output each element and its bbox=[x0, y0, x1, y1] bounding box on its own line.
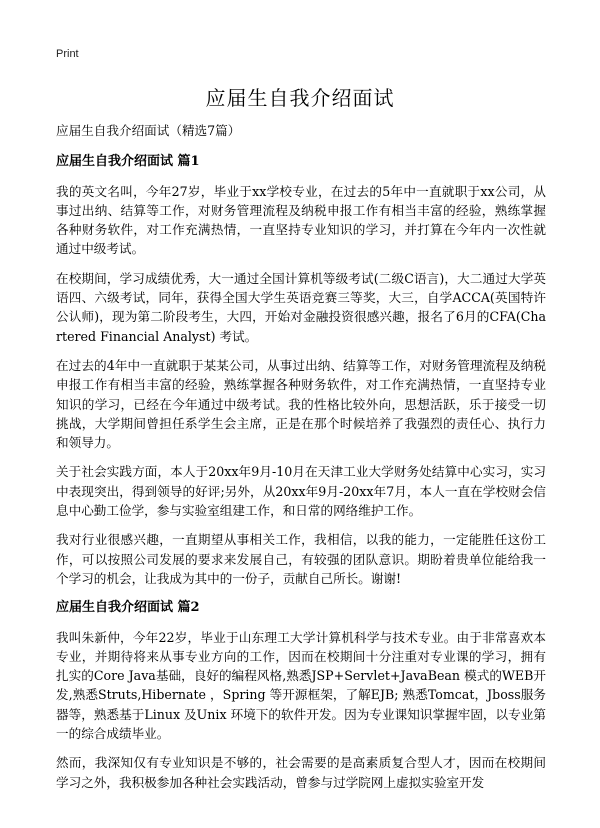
paragraph: 在过去的4年中一直就职于某某公司，从事过出纳、结算等工作，对财务管理流程及纳税申报工作有相当丰富的经验，熟练掌握各种财务软件，对工作充满热情，一直坚持专业知识的学习，已经在今年通过中级考试。我的性格比较外向，思想活跃，乐于接受一切挑战，大学期间曾担任系学生会主席，正是在那个时候培养了我强烈的责任心、执行力和领导力。 bbox=[56, 357, 546, 451]
document-body bbox=[56, 121, 546, 802]
paragraph: 我对行业很感兴趣，一直期望从事相关工作，我相信，以我的能力，一定能胜任这份工作，可以按照公司发展的要求来发展自己，有较强的团队意识。期盼着贵单位能给我一个学习的机会，让我成为其中的一份子，贡献自己所长。谢谢! bbox=[56, 532, 546, 586]
paragraph: 在校期间，学习成绩优秀，大一通过全国计算机等级考试(二级C语言)，大二通过大学英语四、六级考试，同年，获得全国大学生英语竞赛三等奖，大三，自学ACCA(英国特许公认师)，现为第二阶段考生，大四，开始对金融投资很感兴趣，报名了6月的CFA(Chartered Financial Analyst) 考试。 bbox=[56, 270, 546, 344]
section-2 bbox=[56, 598, 546, 792]
paragraph: 然而，我深知仅有专业知识是不够的，社会需要的是高素质复合型人才，因而在校期间学习之外，我积极参加各种社会实践活动，曾参与过学院网上虚拟实验室开发 bbox=[56, 755, 546, 790]
print-label: Print bbox=[56, 48, 79, 60]
section-heading: 应届生自我介绍面试 篇1 bbox=[56, 154, 200, 170]
paragraph: 关于社会实践方面，本人于20xx年9月-10月在天津工业大学财务处结算中心实习，实习中表现突出，得到领导的好评;另外，从20xx年9月-20xx年7月，本人一直在学校财会信息中心勤工俭学，参与实验室组建工作，和日常的网络维护工作。 bbox=[56, 464, 546, 519]
section-1 bbox=[56, 152, 546, 588]
paragraph: 我的英文名叫，今年27岁，毕业于xx学校专业，在过去的5年中一直就职于xx公司，从事过出纳、结算等工作，对财务管理流程及纳税申报工作有相当丰富的经验，熟练掌握各种财务软件，对工作充满热情，一直坚持专业知识的学习，并打算在今年内一次性就通过中级考试。 bbox=[56, 183, 546, 257]
document-subtitle: 应届生自我介绍面试（精选7篇） bbox=[56, 123, 241, 138]
section-heading: 应届生自我介绍面试 篇2 bbox=[56, 600, 200, 616]
document-title: 应届生自我介绍面试 bbox=[205, 86, 395, 110]
paragraph: 我叫朱新仲，今年22岁，毕业于山东理工大学计算机科学与技术专业。由于非常喜欢本专业，并期待将来从事专业方向的工作，因而在校期间十分注重对专业课的学习，拥有扎实的Core Java基础，良好的编程风格,熟悉JSP+Servlet+JavaBean 模式的WEB开发,熟悉Struts,Hibernate ，Spring 等开源框架，了解EJB; 熟悉Tomcat，Jboss服务器等，熟悉基于Linux 及Unix 环境下的软件开发。因为专业课知识掌握牢固，以专业第一的综合成绩毕业。 bbox=[56, 629, 546, 742]
